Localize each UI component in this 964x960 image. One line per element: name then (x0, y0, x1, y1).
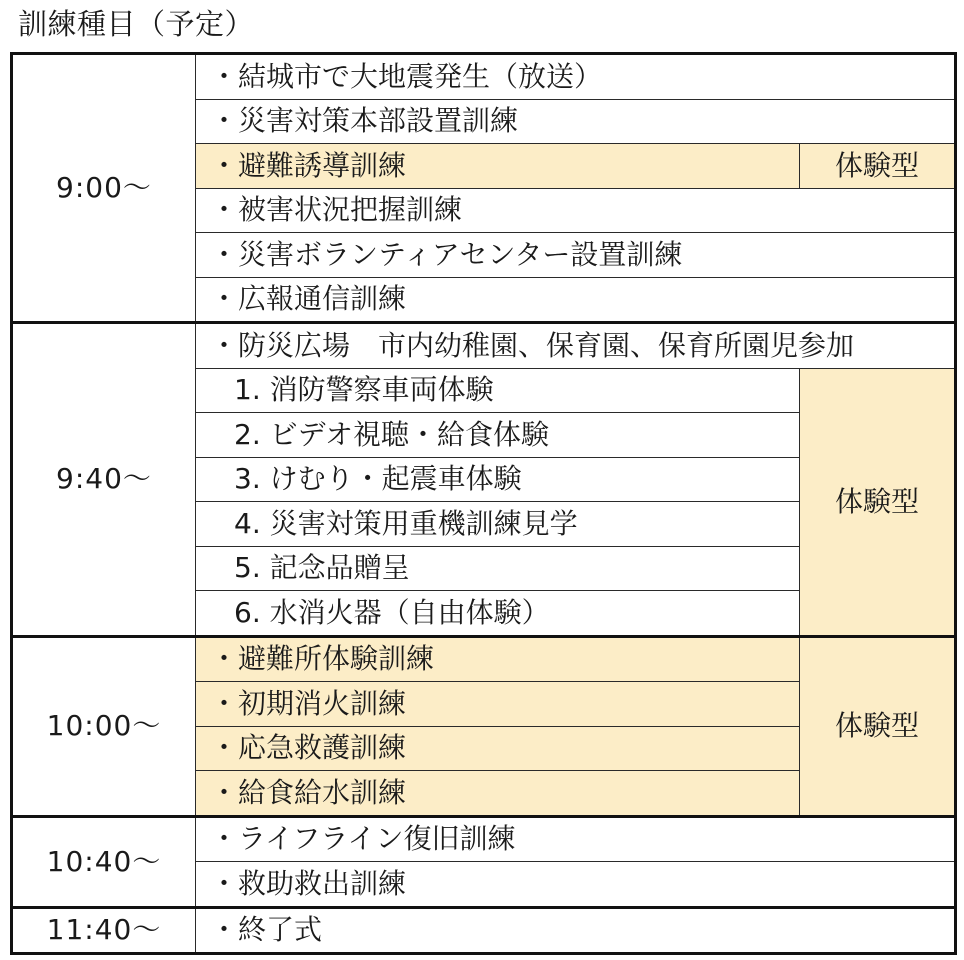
training-item: ・応急救護訓練 (196, 726, 800, 771)
schedule-table (10, 52, 957, 955)
experience-badge: 体験型 (800, 368, 956, 636)
training-item: ・避難所体験訓練 (196, 636, 800, 682)
training-item: ・終了式 (196, 907, 956, 954)
time-cell: 9:40～ (12, 323, 196, 637)
time-cell: 9:00～ (12, 54, 196, 323)
experience-badge: 体験型 (800, 144, 956, 189)
training-item: ・避難誘導訓練 (196, 144, 800, 189)
table-row (12, 907, 956, 954)
training-subitem: 1. 消防警察車両体験 (196, 368, 800, 413)
table-row (12, 816, 956, 862)
experience-badge: 体験型 (800, 636, 956, 816)
table-row (12, 636, 956, 682)
time-cell: 10:00～ (12, 636, 196, 816)
training-item: ・結城市で大地震発生（放送） (196, 54, 956, 100)
training-item: ・広報通信訓練 (196, 277, 956, 323)
training-item: ・災害対策本部設置訓練 (196, 99, 956, 144)
table-row (12, 323, 956, 369)
training-item-header: ・防災広場 市内幼稚園、保育園、保育所園児参加 (196, 323, 956, 369)
time-cell: 10:40～ (12, 816, 196, 907)
training-item: ・被害状況把握訓練 (196, 188, 956, 233)
training-item: ・救助救出訓練 (196, 862, 956, 908)
training-subitem: 5. 記念品贈呈 (196, 546, 800, 591)
training-item: ・災害ボランティアセンター設置訓練 (196, 233, 956, 278)
training-subitem: 6. 水消火器（自由体験） (196, 591, 800, 637)
training-item: ・ライフライン復旧訓練 (196, 816, 956, 862)
page-title: 訓練種目（予定） (18, 7, 255, 41)
training-item: ・初期消火訓練 (196, 682, 800, 727)
time-group (12, 323, 956, 637)
time-group (12, 54, 956, 323)
training-subitem: 4. 災害対策用重機訓練見学 (196, 502, 800, 547)
time-group (12, 907, 956, 954)
training-subitem: 3. けむり・起震車体験 (196, 457, 800, 502)
training-item: ・給食給水訓練 (196, 771, 800, 817)
time-group (12, 816, 956, 907)
time-group (12, 636, 956, 816)
training-subitem: 2. ビデオ視聴・給食体験 (196, 413, 800, 458)
table-row (12, 54, 956, 100)
time-cell: 11:40～ (12, 907, 196, 954)
